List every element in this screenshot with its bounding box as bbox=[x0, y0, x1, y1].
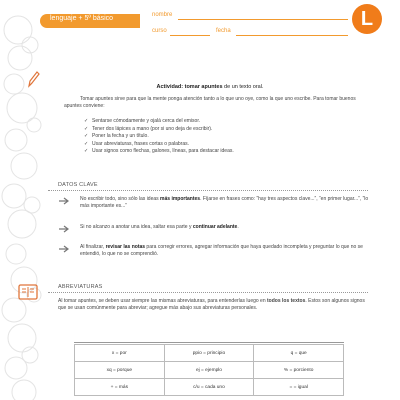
key-data-heading: DATOS CLAVE bbox=[58, 182, 98, 188]
intro-paragraph: Tomar apuntes sirve para que la mente ponga atención tanto a lo que uno oye, como la que uno escribe. Para tomar buenos apuntes conviene: bbox=[64, 96, 356, 109]
abbreviations-heading: ABREVIATURAS bbox=[58, 284, 103, 290]
table-cell: xq = porque bbox=[75, 362, 165, 379]
table-cell: ppio = principio bbox=[164, 345, 254, 362]
arrow-icon bbox=[58, 224, 70, 234]
book-icon bbox=[18, 284, 38, 300]
activity-title-bold: Actividad: tomar apuntes bbox=[156, 84, 223, 90]
activity-title-rest: de un texto oral. bbox=[222, 84, 264, 90]
worksheet-header bbox=[40, 8, 360, 38]
subject-badge: L bbox=[352, 4, 382, 34]
section-divider bbox=[48, 190, 368, 191]
abbreviations-intro-bold: todos los textos bbox=[267, 298, 306, 304]
tip-1-text: No escribir todo, sino sólo las ideas bbox=[80, 196, 161, 202]
pencil-icon bbox=[26, 70, 40, 88]
list-item: ✓ Sentarse cómodamente y ojalá cerca del emisor. bbox=[84, 118, 234, 126]
table-row bbox=[75, 345, 344, 362]
table-cell: = = igual bbox=[254, 379, 344, 396]
date-line bbox=[236, 35, 348, 36]
list-item: ✓ Usar signos como flechas, galones, líneas, para destacar ideas. bbox=[84, 148, 234, 156]
table-row bbox=[75, 362, 344, 379]
tip-3-bold: revisar las notas bbox=[105, 244, 146, 250]
tip-1-bold: más importantes bbox=[160, 196, 201, 202]
tips-list bbox=[84, 118, 234, 156]
tip-2-text-end: . bbox=[237, 224, 239, 230]
table-cell: + = más bbox=[75, 379, 165, 396]
list-item: ✓ Poner la fecha y un título. bbox=[84, 133, 234, 141]
table-cell: ej = ejemplo bbox=[164, 362, 254, 379]
tip-3-text: Al finalizar, bbox=[80, 244, 106, 250]
abbreviations-table bbox=[74, 344, 344, 396]
tip-2-text: Si no alcanzo a anotar una idea, saltar esa parte y bbox=[80, 224, 193, 230]
table-row bbox=[75, 379, 344, 396]
course-line bbox=[170, 35, 210, 36]
date-label: fecha bbox=[216, 28, 231, 34]
spiral-decoration bbox=[0, 0, 52, 400]
tip-2-bold: continuar adelante bbox=[192, 224, 238, 230]
tip-1 bbox=[80, 196, 370, 210]
name-label: nombre bbox=[152, 12, 173, 18]
tip-1-text-end: . Fíjarse en frases como: “hay tres aspectos clave...”, “en primer lugar...”, “lo más importante es...” bbox=[80, 196, 369, 209]
subject-label: lenguaje + 5º básico bbox=[50, 15, 114, 22]
table-cell: c/u = cada uno bbox=[164, 379, 254, 396]
tip-2 bbox=[80, 224, 370, 231]
activity-title bbox=[60, 84, 360, 90]
table-top-rule bbox=[74, 342, 344, 343]
list-item: ✓ Tener dos lápices a mano (por si uno deja de escribir). bbox=[84, 126, 234, 134]
abbreviations-intro-text: Al tomar apuntes, se deben usar siempre las mismas abreviaturas, para entenderlas luego en bbox=[58, 298, 268, 304]
tip-3-text-end: para corregir errores, agregar información que haya quedado incompleta y preguntar lo que no se entendió, lo que no se comprendió. bbox=[80, 244, 363, 257]
abbreviations-intro-text-end: . Estos son algunos signos que se usan comúnmente para abreviar; agregue más abajo sus abreviaturas personales. bbox=[58, 298, 365, 311]
table-cell: x = por bbox=[75, 345, 165, 362]
table-cell: q = que bbox=[254, 345, 344, 362]
name-line bbox=[178, 19, 348, 20]
abbreviations-intro bbox=[58, 298, 370, 312]
arrow-icon bbox=[58, 196, 70, 206]
list-item: ✓ Usar abreviaturas, frases cortas o palabras. bbox=[84, 141, 234, 149]
course-label: curso bbox=[152, 28, 167, 34]
table-cell: % = porciento bbox=[254, 362, 344, 379]
tip-3 bbox=[80, 244, 370, 258]
arrow-icon bbox=[58, 244, 70, 254]
section-divider bbox=[48, 292, 368, 293]
